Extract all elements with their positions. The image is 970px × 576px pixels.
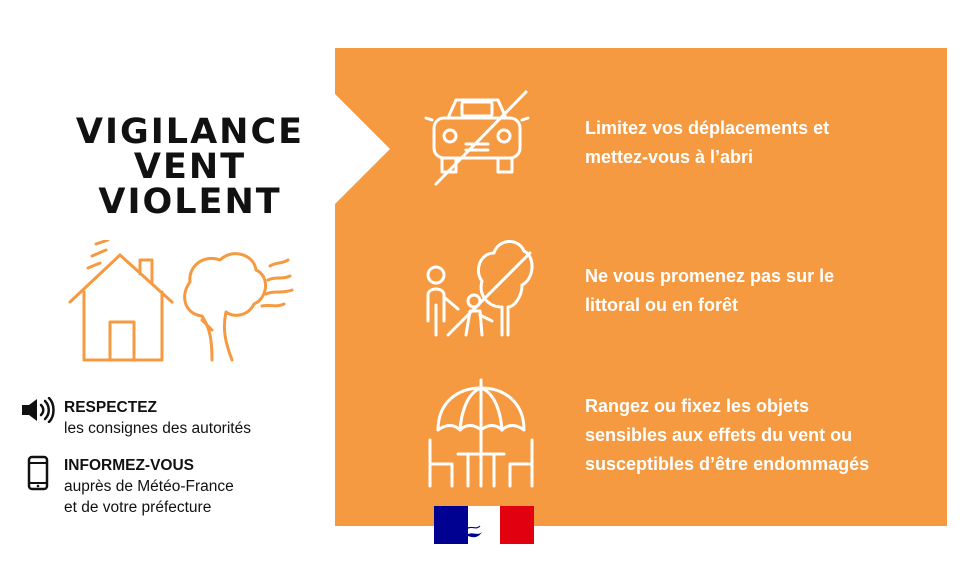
- title-line-2: VENT: [133, 147, 247, 187]
- rule-line: susceptibles d’être endommagés: [585, 454, 870, 474]
- advice-head: INFORMEZ-VOUS: [64, 457, 195, 474]
- republique-logo: [434, 506, 534, 544]
- house-tree-wind-icon: [62, 240, 302, 365]
- panel-notch: [335, 94, 395, 204]
- title-line-1: VIGILANCE: [75, 112, 305, 152]
- rule-line: Rangez ou fixez les objets: [585, 396, 810, 416]
- advice-line: les consignes des autorités: [64, 420, 251, 437]
- rule-text-2: [585, 262, 834, 320]
- title-line-3: VIOLENT: [98, 182, 282, 222]
- advice-head: RESPECTEZ: [64, 399, 158, 416]
- rule-line: Limitez vos déplacements et: [585, 118, 830, 138]
- advice-line: auprès de Météo-France: [64, 478, 234, 495]
- rule-text-3: [585, 392, 869, 479]
- speaker-icon: [20, 397, 56, 423]
- no-walk-forest-icon: [418, 235, 538, 340]
- no-car-icon: [422, 88, 532, 188]
- advice-line: et de votre préfecture: [64, 499, 212, 516]
- patio-furniture-icon: [424, 378, 539, 493]
- page-title: [40, 112, 340, 222]
- rule-line: littoral ou en forêt: [585, 295, 738, 315]
- rule-line: sensibles aux effets du vent ou: [585, 425, 853, 445]
- rule-text-1: [585, 114, 829, 172]
- smartphone-icon: [20, 455, 56, 491]
- rule-line: Ne vous promenez pas sur le: [585, 266, 835, 286]
- rule-line: mettez-vous à l’abri: [585, 147, 754, 167]
